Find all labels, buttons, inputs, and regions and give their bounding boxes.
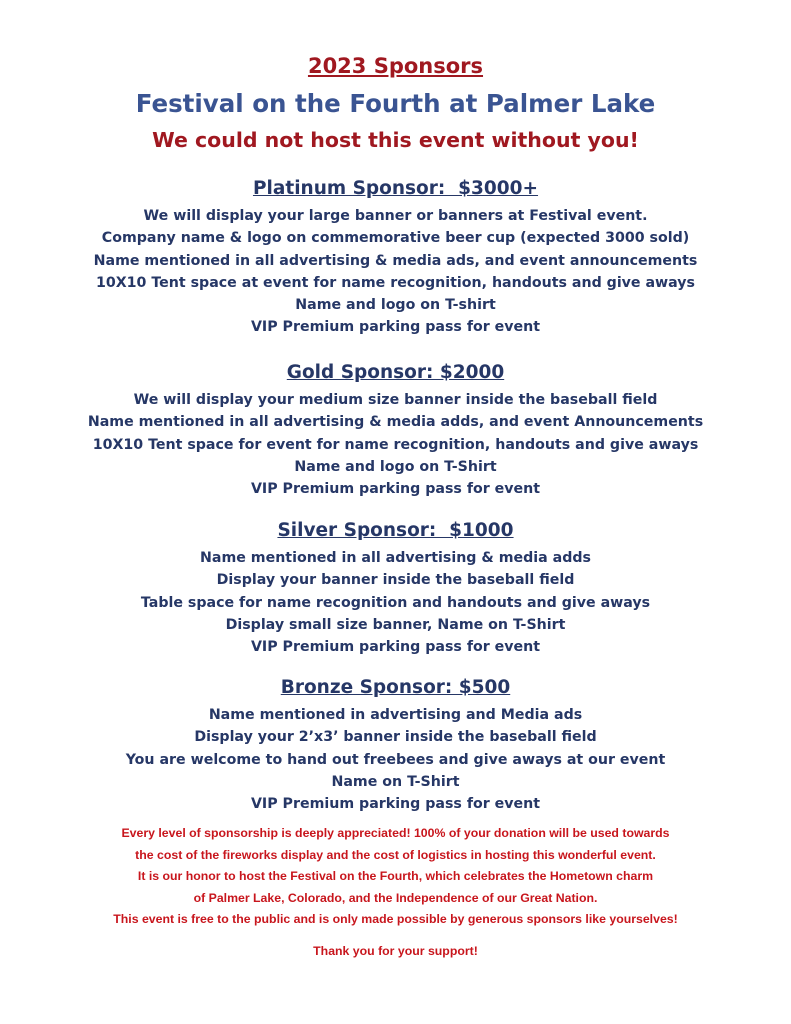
closing-line: Every level of sponsorship is deeply appreciated! 100% of your donation will be used towards [121, 826, 670, 840]
tier-benefit: Display your banner inside the baseball field [216, 572, 575, 589]
tier-title: Gold Sponsor: $2000 [286, 362, 505, 383]
tier-benefit: Display small size banner, Name on T-Shirt [225, 616, 566, 633]
closing-line: of Palmer Lake, Colorado, and the Independence of our Great Nation. [193, 890, 598, 905]
closing-line: It is our honor to host the Festival on the Fourth, which celebrates the Hometown charm [137, 869, 654, 884]
tier-title: Bronze Sponsor: $500 [280, 677, 511, 698]
closing-line: This event is free to the public and is only made possible by generous sponsors like yourselves! [113, 912, 678, 927]
event-title: Festival on the Fourth at Palmer Lake [135, 89, 656, 118]
tier-benefit: We will display your medium size banner inside the baseball field [133, 392, 658, 408]
tier-benefit: You are welcome to hand out freebees and give aways at our event [125, 751, 666, 768]
tier-benefit: Name and logo on T-Shirt [294, 458, 497, 475]
tier-platinum [0, 173, 791, 339]
tier-benefit: VIP Premium parking pass for event [250, 796, 541, 813]
tier-benefit: Name and logo on T-shirt [295, 297, 496, 314]
tier-benefit: Display your 2’x3’ banner inside the baseball field [194, 729, 597, 746]
tier-benefit: We will display your large banner or banners at Festival event. [143, 208, 648, 224]
closing-message [0, 823, 791, 931]
page-title: 2023 Sponsors [307, 54, 484, 78]
tier-benefit: Name on T-Shirt [331, 773, 460, 790]
tier-benefit: VIP Premium parking pass for event [250, 639, 541, 656]
tier-benefit: Name mentioned in all advertising & media adds, and event Announcements [87, 414, 704, 431]
tier-benefit: Name mentioned in advertising and Media ads [208, 707, 583, 723]
tier-benefit: Name mentioned in all advertising & media adds [200, 550, 591, 566]
tier-benefit: 10X10 Tent space at event for name recognition, handouts and give aways [96, 274, 695, 291]
tier-silver [0, 515, 791, 658]
tagline: We could not host this event without you! [152, 128, 639, 152]
tier-title: Silver Sponsor: $1000 [277, 520, 514, 541]
tier-bronze [0, 672, 791, 815]
tier-benefit: Company name & logo on commemorative beer cup (expected 3000 sold) [101, 230, 690, 247]
tier-benefit: Name mentioned in all advertising & media ads, and event announcements [93, 252, 698, 269]
closing-line: the cost of the fireworks display and the cost of logistics in hosting this wonderful event. [135, 847, 656, 862]
tier-gold [0, 357, 791, 500]
tier-benefit: Table space for name recognition and handouts and give aways [140, 594, 651, 611]
thank-you-note: Thank you for your support! [313, 944, 478, 958]
tier-benefit: VIP Premium parking pass for event [250, 481, 541, 498]
tier-benefit: 10X10 Tent space for event for name recognition, handouts and give aways [92, 436, 699, 453]
tier-title: Platinum Sponsor: $3000+ [252, 178, 539, 199]
tier-benefit: VIP Premium parking pass for event [250, 319, 541, 336]
